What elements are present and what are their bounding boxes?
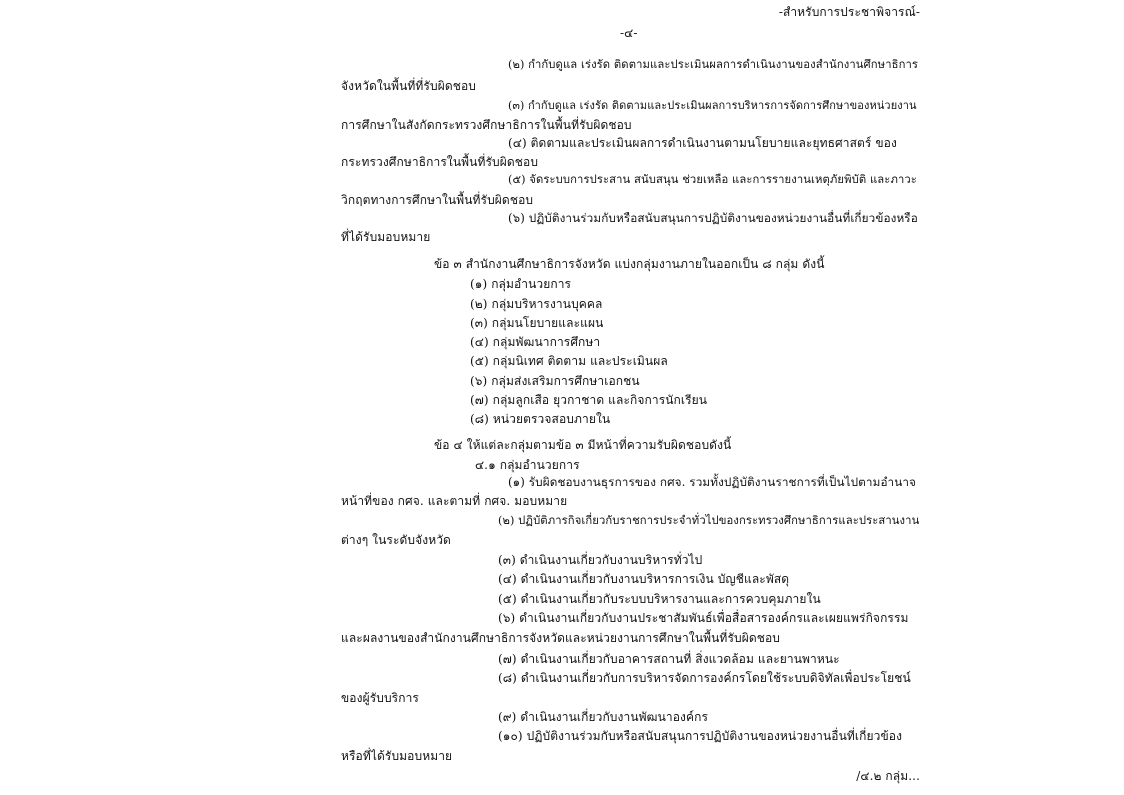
continuation-marker: /๔.๒ กลุ่ม...: [856, 769, 920, 783]
group-list-item: (๑) กลุ่มอำนวยการ: [470, 277, 572, 291]
duty-line: (๓) กำกับดูแล เร่งรัด ติดตามและประเมินผลการบริหารการจัดการศึกษาของหน่วยงาน: [508, 99, 917, 112]
group-list-item: (๔) กลุ่มพัฒนาการศึกษา: [470, 335, 601, 349]
group-list-item: (๕) กลุ่มนิเทศ ติดตาม และประเมินผล: [470, 354, 668, 368]
section-4-subheading: ๔.๑ กลุ่มอำนวยการ: [475, 458, 580, 472]
group-list-item: (๖) กลุ่มส่งเสริมการศึกษาเอกชน: [470, 374, 640, 388]
duty-line: ของผู้รับบริการ: [341, 691, 419, 705]
duty-line: การศึกษาในสังกัดกระทรวงศึกษาธิการในพื้นที่รับผิดชอบ: [341, 118, 632, 132]
duty-line: หน้าที่ของ กศจ. และตามที่ กศจ. มอบหมาย: [341, 494, 568, 508]
duty-line: กระทรวงศึกษาธิการในพื้นที่รับผิดชอบ: [341, 155, 539, 169]
duty-line: (๔) ดำเนินงานเกี่ยวกับงานบริหารการเงิน บัญชีและพัสดุ: [498, 572, 790, 586]
duty-line: (๑) รับผิดชอบงานธุรการของ กศจ. รวมทั้งปฏิบัติงานราชการที่เป็นไปตามอำนาจ: [508, 475, 917, 489]
group-list-item: (๗) กลุ่มลูกเสือ ยุวกาชาด และกิจการนักเรียน: [470, 393, 708, 407]
duty-line: จังหวัดในพื้นที่ที่รับผิดชอบ: [341, 79, 476, 93]
section-4-heading: ข้อ ๔ ให้แต่ละกลุ่มตามข้อ ๓ มีหน้าที่ความรับผิดชอบดังนี้: [434, 438, 732, 452]
duty-line: (๗) ดำเนินงานเกี่ยวกับอาคารสถานที่ สิ่งแวดล้อม และยานพาหนะ: [498, 652, 840, 666]
page-number: -๔-: [620, 26, 638, 40]
duty-line: (๘) ดำเนินงานเกี่ยวกับการบริหารจัดการองค์กรโดยใช้ระบบดิจิทัลเพื่อประโยชน์: [498, 671, 911, 685]
duty-line: (๖) ปฏิบัติงานร่วมกับหรือสนับสนุนการปฏิบัติงานของหน่วยงานอื่นที่เกี่ยวข้องหรือ: [508, 211, 918, 225]
duty-line: (๑๐) ปฏิบัติงานร่วมกับหรือสนับสนุนการปฏิบัติงานของหน่วยงานอื่นที่เกี่ยวข้อง: [498, 729, 903, 743]
duty-line: (๓) ดำเนินงานเกี่ยวกับงานบริหารทั่วไป: [498, 553, 703, 567]
duty-line: (๒) ปฏิบัติภารกิจเกี่ยวกับราชการประจำทั่วไปของกระทรวงศึกษาธิการและประสานงาน: [498, 514, 920, 527]
group-list-item: (๒) กลุ่มบริหารงานบุคคล: [470, 297, 603, 311]
duty-line: (๕) ดำเนินงานเกี่ยวกับระบบบริหารงานและการควบคุมภายใน: [498, 592, 821, 606]
duty-line: (๙) ดำเนินงานเกี่ยวกับงานพัฒนาองค์กร: [498, 710, 709, 724]
duty-line: วิกฤตทางการศึกษาในพื้นที่รับผิดชอบ: [341, 193, 534, 207]
duty-line: (๔) ติดตามและประเมินผลการดำเนินงานตามนโยบายและยุทธศาสตร์ ของ: [508, 136, 897, 150]
public-hearing-notice: -สำหรับการประชาพิจารณ์-: [778, 5, 920, 19]
duty-line: (๖) ดำเนินงานเกี่ยวกับงานประชาสัมพันธ์เพื่อสื่อสารองค์กรและเผยแพร่กิจกรรม: [498, 611, 909, 625]
duty-line: และผลงานของสำนักงานศึกษาธิการจังหวัดและหน่วยงานการศึกษาในพื้นที่รับผิดชอบ: [341, 631, 780, 645]
group-list-item: (๘) หน่วยตรวจสอบภายใน: [470, 412, 611, 426]
duty-line: ต่างๆ ในระดับจังหวัด: [341, 533, 451, 547]
duty-line: (๕) จัดระบบการประสาน สนับสนุน ช่วยเหลือ และการรายงานเหตุภัยพิบัติ และภาวะ: [508, 173, 917, 186]
duty-line: ที่ได้รับมอบหมาย: [341, 230, 431, 244]
duty-line: หรือที่ได้รับมอบหมาย: [341, 749, 453, 763]
duty-line: (๒) กำกับดูแล เร่งรัด ติดตามและประเมินผลการดำเนินงานของสำนักงานศึกษาธิการ: [508, 58, 919, 71]
section-3-heading: ข้อ ๓ สำนักงานศึกษาธิการจังหวัด แบ่งกลุ่มงานภายในออกเป็น ๘ กลุ่ม ดังนี้: [434, 257, 825, 271]
group-list-item: (๓) กลุ่มนโยบายและแผน: [470, 316, 604, 330]
